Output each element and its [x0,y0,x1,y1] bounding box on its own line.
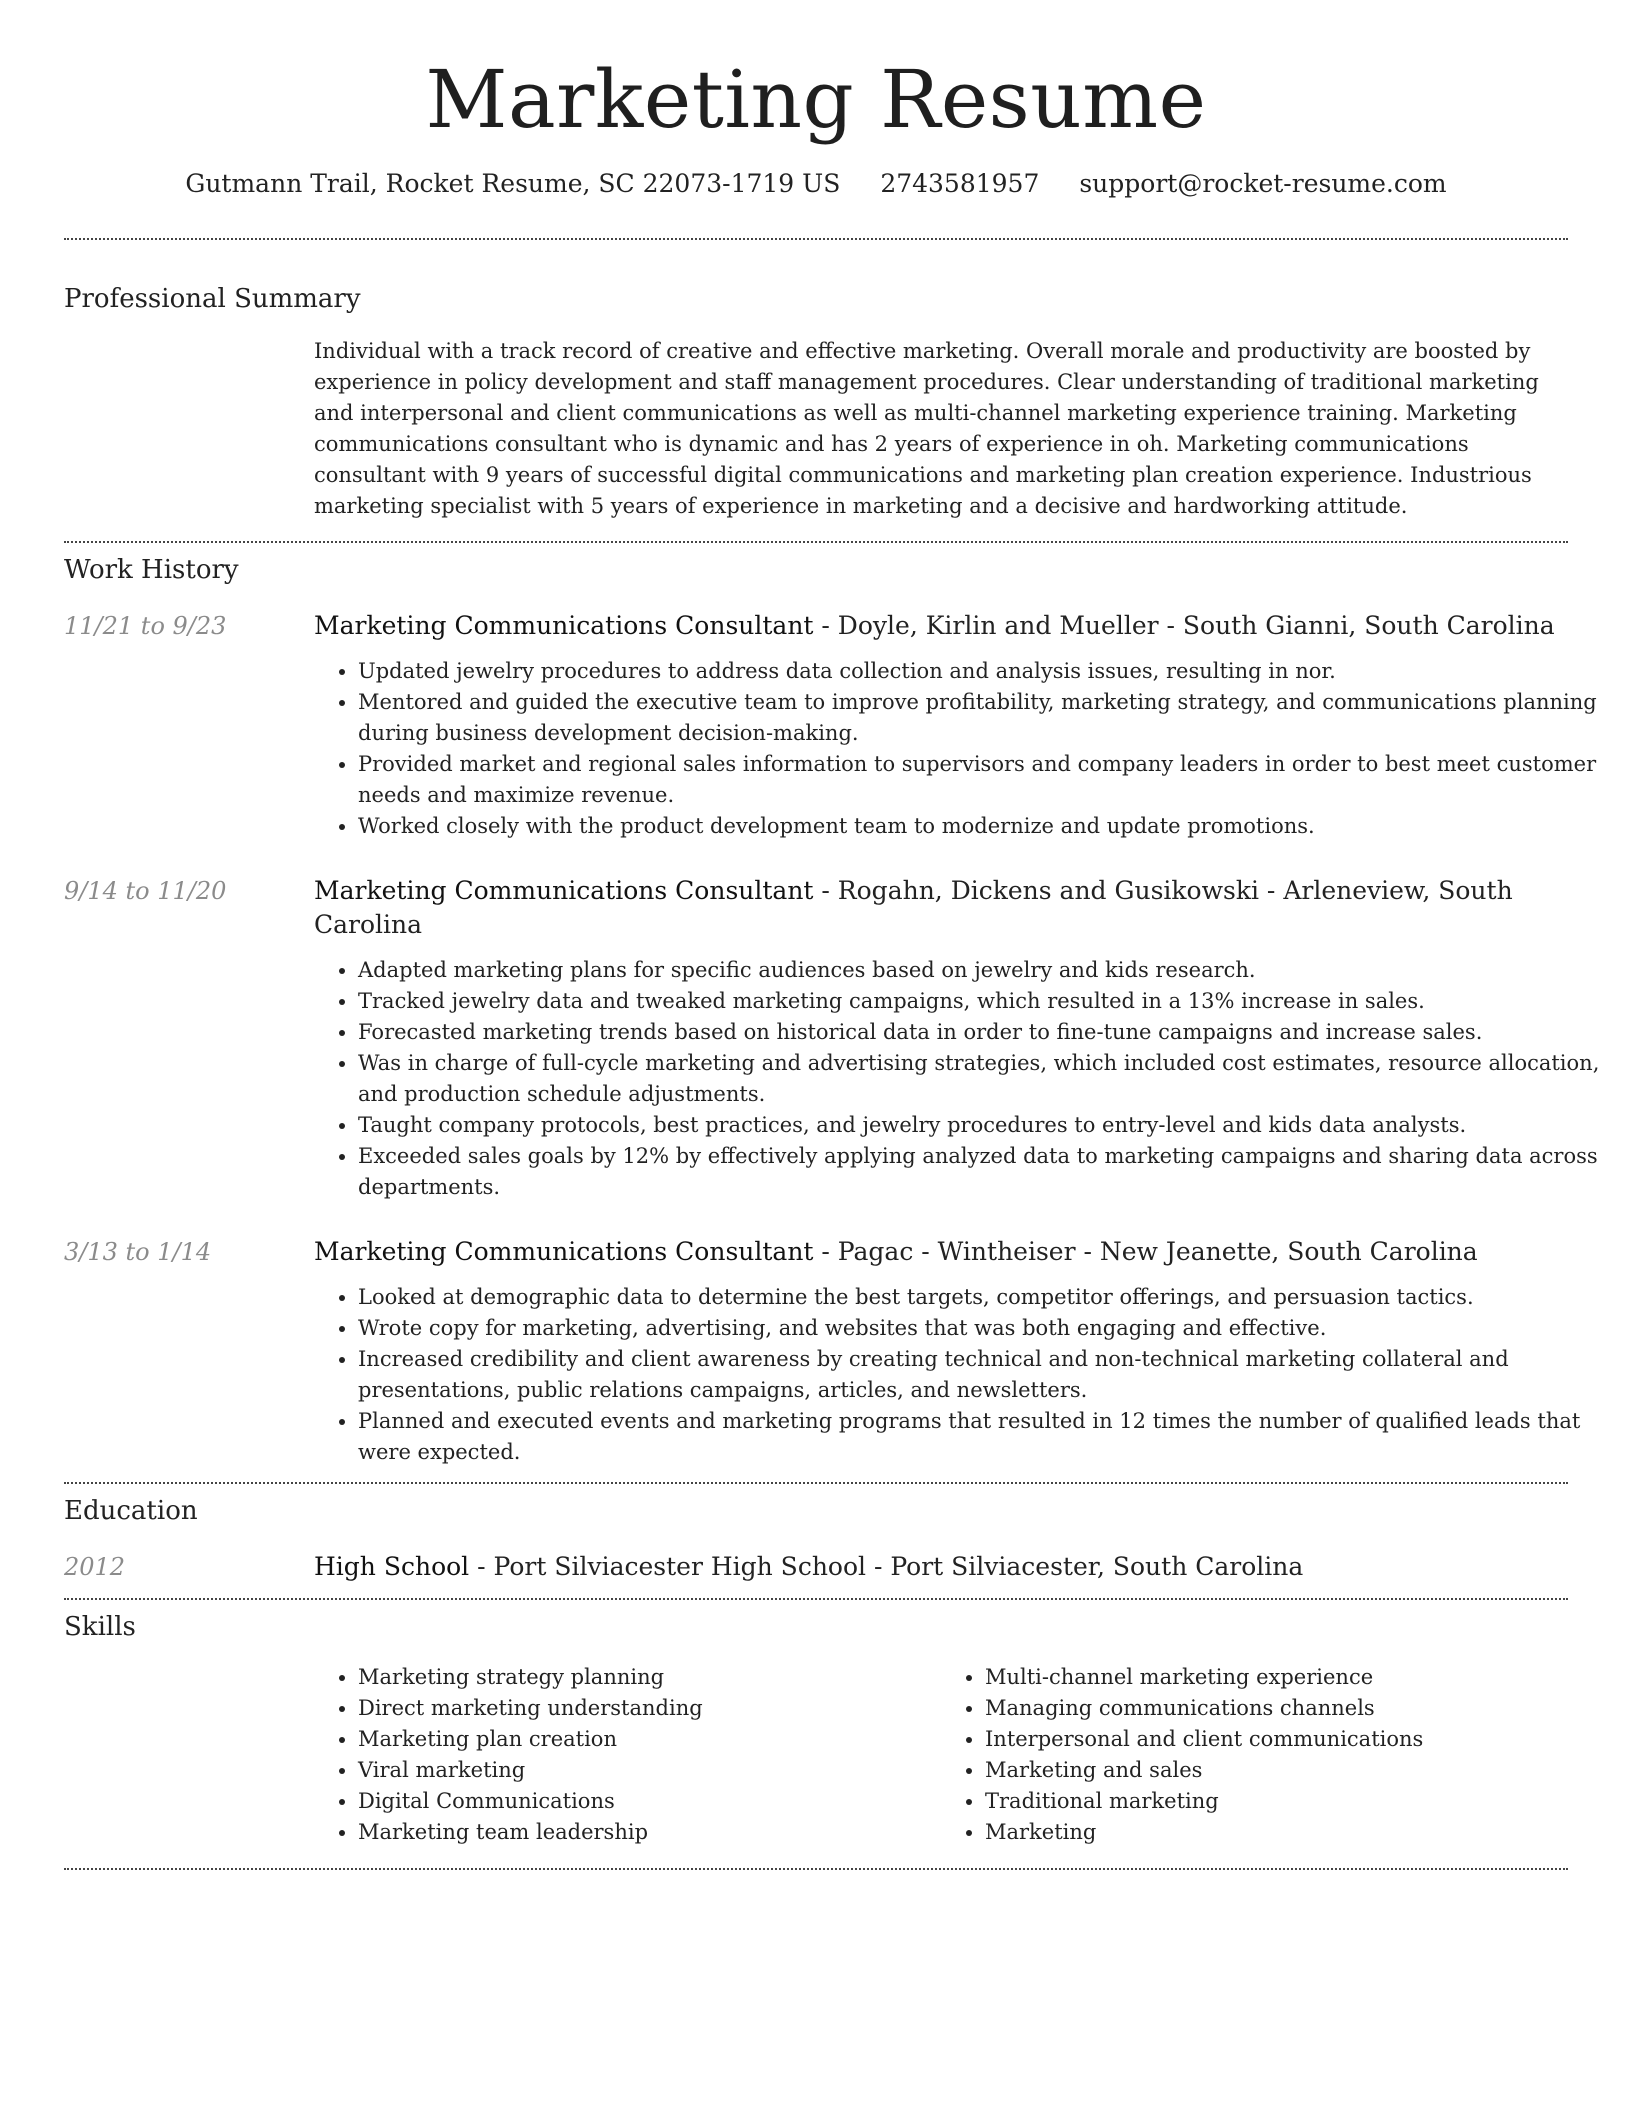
job-bullets [314,1282,1612,1468]
contact-email: support@rocket-resume.com [1079,169,1447,198]
list-item: • Looked at demographic data to determine the best targets, competitor offerings, and persuasion tactics. [358,1282,1612,1313]
resume-header [64,52,1568,202]
list-item: • Updated jewelry procedures to address data collection and analysis issues, resulting in nor. [358,656,1612,687]
section-title-work: Work History [64,555,239,585]
education-section [64,1484,1568,1584]
skills-list-right [941,1662,1568,1848]
job-entry [64,1235,1581,1468]
education-heading [314,1550,1568,1584]
contact-line [64,166,1568,202]
divider [64,1868,1568,1870]
list-item: • Planned and executed events and marketing programs that resulted in 12 times the number of qualified leads that were expected. [358,1406,1612,1468]
resume-name: Marketing Resume [425,53,1207,146]
education-degree: High School [314,1552,470,1581]
job-dates: 9/14 to 11/20 [64,877,227,905]
job-dates: 11/21 to 9/23 [64,612,227,640]
skill-item: • Digital Communications [358,1786,941,1817]
job-employer: - Pagac - Wintheiser - New Jeanette, South Carolina [813,1237,1478,1266]
list-item: • Worked closely with the product development team to modernize and update promotions. [358,811,1612,842]
contact-phone: 2743581957 [880,169,1040,198]
skill-item: • Managing communications channels [985,1693,1568,1724]
list-item: • Provided market and regional sales information to supervisors and company leaders in order to best meet customer needs and maximize revenue. [358,749,1612,811]
skill-item: • Multi-channel marketing experience [985,1662,1568,1693]
section-title-education: Education [64,1496,198,1526]
list-item: • Wrote copy for marketing, advertising, and websites that was both engaging and effective. [358,1313,1612,1344]
skill-item: • Marketing strategy planning [358,1662,941,1693]
skill-item: • Marketing and sales [985,1755,1568,1786]
job-position: Marketing Communications Consultant [314,611,814,640]
job-position: Marketing Communications Consultant [314,1237,814,1266]
list-item: • Mentored and guided the executive team to improve profitability, marketing strategy, and communications planning during business development decision-making. [358,687,1612,749]
education-school: - Port Silviacester High School - Port Silviacester, South Carolina [469,1552,1304,1581]
skill-item: • Traditional marketing [985,1786,1568,1817]
skills-list-left [314,1662,941,1848]
contact-address: Gutmann Trail, Rocket Resume, SC 22073-1719 US [185,169,841,198]
job-heading [314,1235,1568,1269]
job-entry [64,874,1600,1203]
work-section [64,543,1600,1468]
summary-text: Individual with a track record of creative and effective marketing. Overall morale and productivity are boosted by experience in policy development and staff management procedures. Clear understanding of traditional marketing and interpersonal and client communications as well as multi-channel marketing experience training. Marketing communications consultant who is dynamic and has 2 years of experience in oh. Marketing communications consultant with 9 years of successful digital communications and marketing plan creation experience. Industrious marketing specialist with 5 years of experience in marketing and a decisive and hardworking attitude. [314,339,1539,518]
job-position: Marketing Communications Consultant [314,876,814,905]
skills-columns [314,1662,1568,1848]
list-item: • Taught company protocols, best practices, and jewelry procedures to entry-level and kids data analysts. [358,1110,1612,1141]
skill-item: • Direct marketing understanding [358,1693,941,1724]
skill-item: • Marketing [985,1817,1568,1848]
job-heading [314,874,1568,942]
job-employer: - Rogahn, Dickens and Gusikowski - Arleneview, South Carolina [314,876,1513,939]
resume-page [64,0,1600,1870]
list-item: • Increased credibility and client awareness by creating technical and non-technical marketing collateral and presentations, public relations campaigns, articles, and newsletters. [358,1344,1612,1406]
skill-item: • Marketing plan creation [358,1724,941,1755]
list-item: • Exceeded sales goals by 12% by effectively applying analyzed data to marketing campaigns and sharing data across departments. [358,1141,1612,1203]
list-item: • Tracked jewelry data and tweaked marketing campaigns, which resulted in a 13% increase in sales. [358,986,1612,1017]
skills-section [64,1600,1568,1848]
list-item: • Forecasted marketing trends based on historical data in order to fine-tune campaigns and increase sales. [358,1017,1612,1048]
job-dates: 3/13 to 1/14 [64,1238,212,1266]
summary-section [64,240,1568,522]
list-item: • Was in charge of full-cycle marketing and advertising strategies, which included cost estimates, resource allocation, and production schedule adjustments. [358,1048,1612,1110]
job-employer: - Doyle, Kirlin and Mueller - South Gianni, South Carolina [813,611,1555,640]
skill-item: • Viral marketing [358,1755,941,1786]
job-bullets [314,955,1612,1203]
section-title-skills: Skills [64,1612,136,1642]
skill-item: • Interpersonal and client communications [985,1724,1568,1755]
job-heading [314,609,1568,643]
skill-item: • Marketing team leadership [358,1817,941,1848]
job-bullets [314,656,1612,842]
job-entry [64,609,1597,842]
education-year: 2012 [64,1553,126,1581]
list-item: • Adapted marketing plans for specific audiences based on jewelry and kids research. [358,955,1612,986]
section-title-summary: Professional Summary [64,284,361,314]
